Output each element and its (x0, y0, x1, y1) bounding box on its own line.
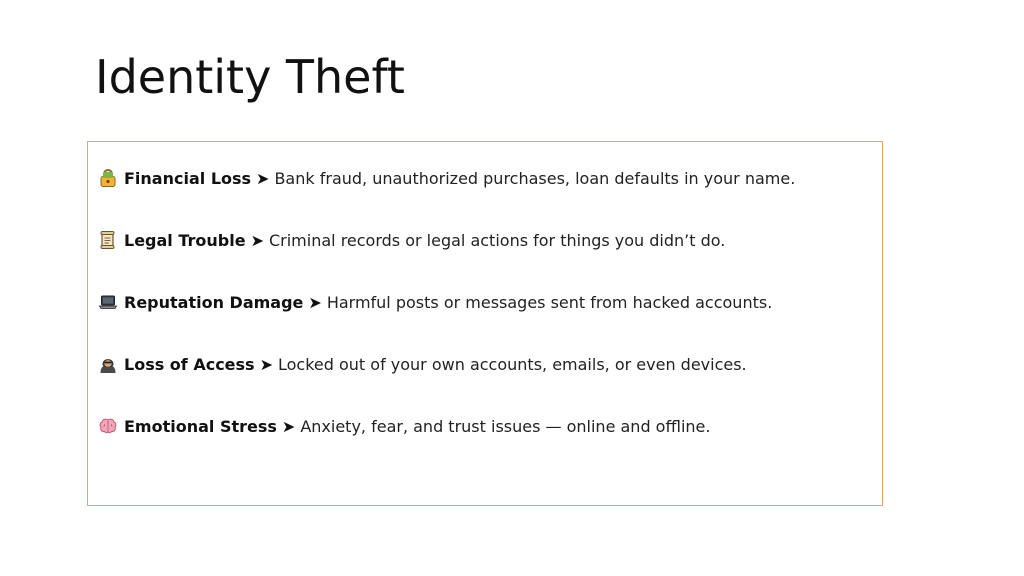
arrow-icon: ➤ (281, 416, 296, 436)
list-item-loss-of-access (98, 354, 747, 374)
item-description: Criminal records or legal actions for things you didn’t do. (268, 230, 726, 250)
content-box (87, 141, 883, 506)
item-heading: Legal Trouble (124, 230, 246, 250)
arrow-icon: ➤ (308, 292, 322, 312)
item-description: Harmful posts or messages sent from hacked accounts. (326, 292, 773, 312)
slide-title: Identity Theft (95, 50, 405, 104)
list-item-emotional-stress (98, 416, 710, 436)
locked-money-icon (98, 168, 118, 188)
item-description: Bank fraud, unauthorized purchases, loan defaults in your name. (274, 168, 796, 188)
item-heading: Loss of Access (124, 354, 255, 374)
arrow-icon: ➤ (259, 354, 273, 374)
laptop-icon (98, 292, 118, 312)
list-item-financial-loss (98, 168, 795, 188)
item-heading: Financial Loss (124, 168, 252, 188)
scroll-icon (98, 230, 118, 250)
item-description: Locked out of your own accounts, emails, or even devices. (277, 354, 747, 374)
hooded-person-icon (98, 354, 118, 374)
arrow-icon: ➤ (256, 168, 270, 188)
list-item-reputation-damage (98, 292, 772, 312)
item-heading: Reputation Damage (124, 292, 304, 312)
arrow-icon: ➤ (250, 230, 264, 250)
brain-icon (98, 416, 118, 436)
item-description: Anxiety, fear, and trust issues — online and offline. (300, 416, 711, 436)
list-item-legal-trouble (98, 230, 725, 250)
item-heading: Emotional Stress (124, 416, 277, 436)
